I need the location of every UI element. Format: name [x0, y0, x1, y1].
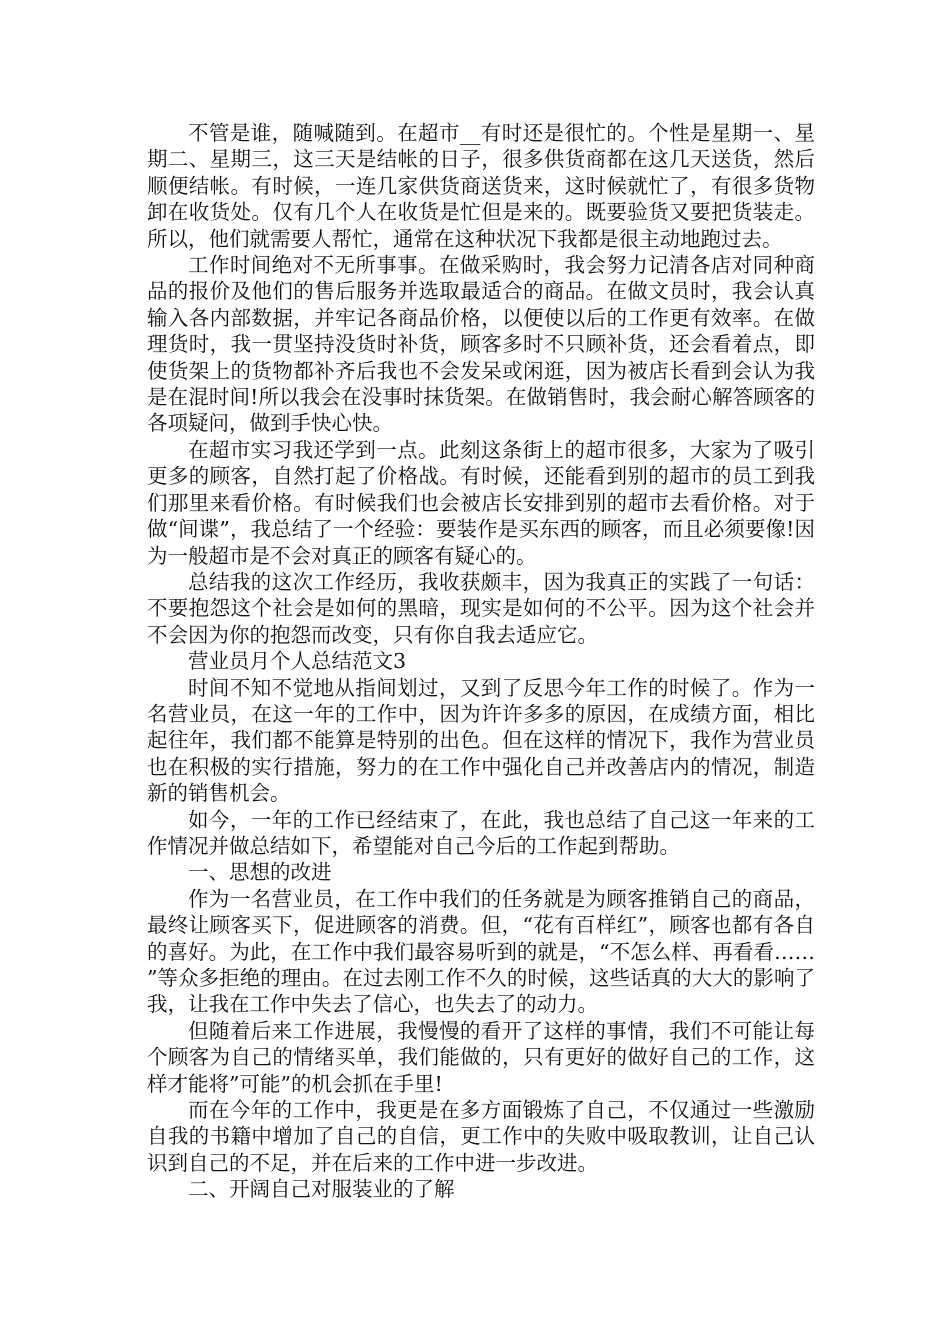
- section-heading-sample-3: 营业员月个人总结范文3: [188, 649, 407, 674]
- subheading-1: 一、思想的改进: [188, 860, 332, 885]
- paragraph-6: 如今，一年的工作已经结束了，在此，我也总结了自己这一年来的工作情况并做总结如下，希望能对自己今后的工作起到帮助。: [147, 807, 815, 858]
- paragraph-2: 工作时间绝对不无所事事。在做采购时，我会努力记清各店对同种商品的报价及他们的售后服务并选取最适合的商品。在做文员时，我会认真输入各内部数据，并牢记各商品价格，以便使以后的工作更有效率。在做理货时，我一贯坚持没货时补货，顾客多时不只顾补货，还会看着点，即使货架上的货物都补齐后我也不会发呆或闲逛，因为被店长看到会认为我是在混时间!所以我会在没事时抹货架。在做销售时，我会耐心解答顾客的各项疑问，做到手快心快。: [147, 253, 815, 436]
- paragraph-4: 总结我的这次工作经历，我收获颇丰，因为我真正的实践了一句话：不要抱怨这个社会是如何的黑暗，现实是如何的不公平。因为这个社会并不会因为你的抱怨而改变，只有你自我去适应它。: [147, 569, 815, 647]
- document-body: [147, 120, 815, 1203]
- paragraph-8: 但随着后来工作进展，我慢慢的看开了这样的事情，我们不可能让每个顾客为自己的情绪买单，我们能做的，只有更好的做好自己的工作，这样才能将”可能”的机会抓在手里!: [147, 1018, 815, 1096]
- paragraph-9: 而在今年的工作中，我更是在多方面锻炼了自己，不仅通过一些激励自我的书籍中增加了自己的自信，更工作中的失败中吸取教训，让自己认识到自己的不足，并在后来的工作中进一步改进。: [147, 1098, 815, 1175]
- paragraph-7: 作为一名营业员，在工作中我们的任务就是为顾客推销自己的商品，最终让顾客买下，促进顾客的消费。但，“花有百样红”，顾客也都有各自的喜好。为此，在工作中我们最容易听到的就是，“不怎么样、再看看……”等众多拒绝的理由。在过去刚工作不久的时候，这些话真的大大的影响了我，让我在工作中失去了信心，也失去了的动力。: [147, 886, 815, 1017]
- paragraph-3: 在超市实习我还学到一点。此刻这条街上的超市很多，大家为了吸引更多的顾客，自然打起了价格战。有时候，还能看到别的超市的员工到我们那里来看价格。有时候我们也会被店长安排到别的超市去看价格。对于做“间谍”，我总结了一个经验：要装作是买东西的顾客，而且必须要像!因为一般超市是不会对真正的顾客有疑心的。: [147, 437, 815, 568]
- paragraph-5: 时间不知不觉地从指间划过，又到了反思今年工作的时候了。作为一名营业员，在这一年的工作中，因为许许多多的原因，在成绩方面，相比起往年，我们都不能算是特别的出色。但在这样的情况下，我作为营业员也在积极的实行措施，努力的在工作中强化自己并改善店内的情况，制造新的销售机会。: [147, 675, 815, 806]
- paragraph-1: 不管是谁，随喊随到。在超市__有时还是很忙的。个性是星期一、星期二、星期三，这三天是结帐的日子，很多供货商都在这几天送货，然后顺便结帐。有时候，一连几家供货商送货来，这时候就忙了，有很多货物卸在收货处。仅有几个人在收货是忙但是来的。既要验货又要把货装走。所以，他们就需要人帮忙，通常在这种状况下我都是很主动地跑过去。: [147, 121, 815, 251]
- subheading-2: 二、开阔自己对服装业的了解: [188, 1177, 455, 1202]
